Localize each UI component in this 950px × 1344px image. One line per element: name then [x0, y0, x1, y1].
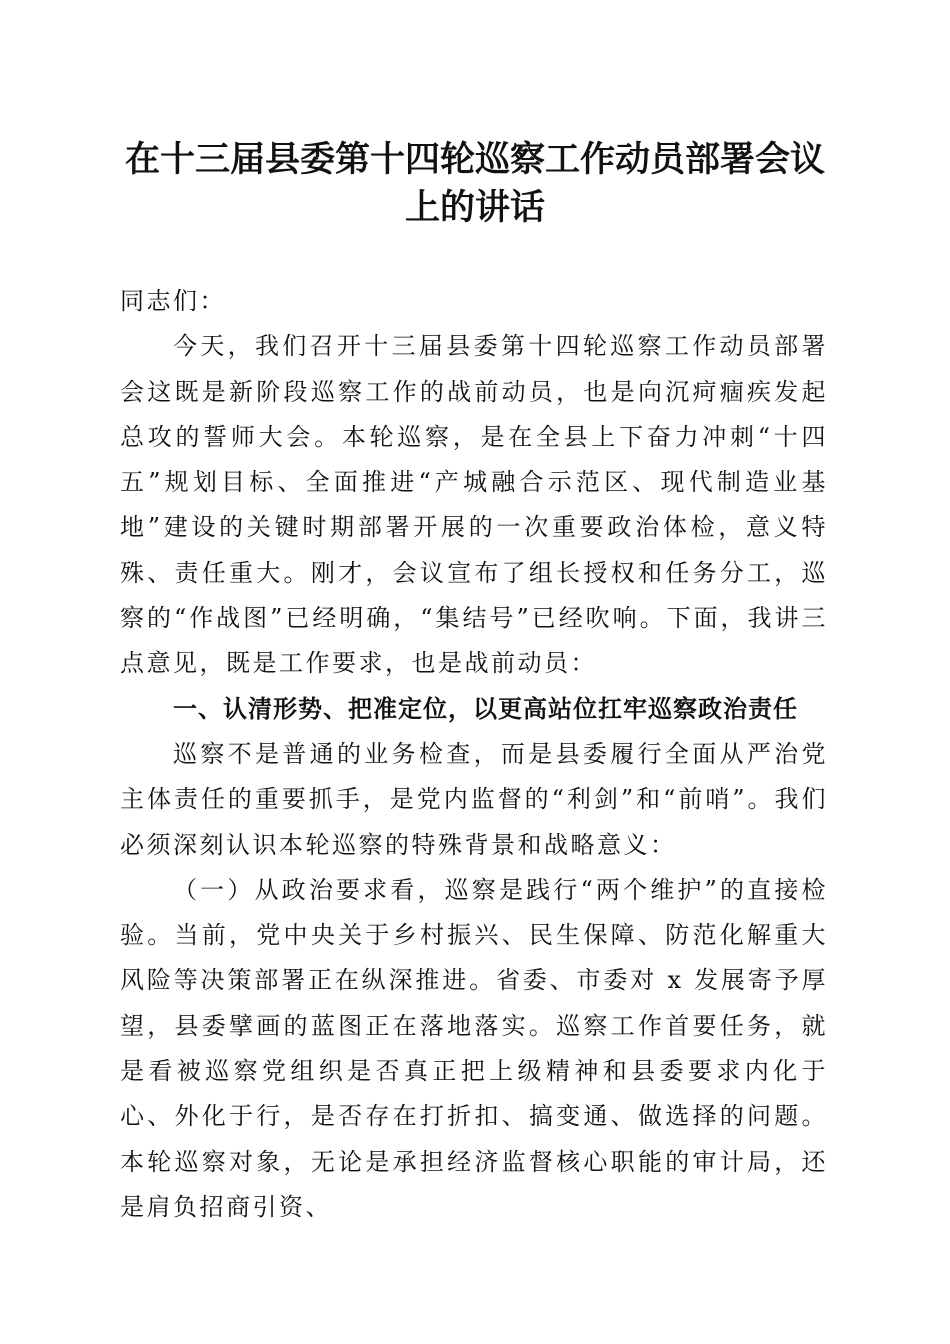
paragraph-subsection-1: （一）从政治要求看，巡察是践行“两个维护”的直接检验。当前，党中央关于乡村振兴、民生保障、防范化解重大风险等决策部署正在纵深推进。省委、市委对 x 发展寄予厚望，县委擘画的蓝图正在落地落实。巡察工作首要任务，就是看被巡察党组织是否真正把上级精神和县委要求内化于心、外化于行，是否存在打折扣、搞变通、做选择的问题。本轮巡察对象，无论是承担经济监督核心职能的审计局，还是肩负招商引资、 [120, 875, 828, 1221]
document-title [110, 136, 840, 232]
section-heading-1: 一、认清形势、把准定位，以更高站位扛牢巡察政治责任 [173, 694, 798, 723]
title-line-2: 上的讲话 [404, 187, 545, 228]
title-line-1: 在十三届县委第十四轮巡察工作动员部署会议 [124, 139, 825, 180]
paragraph-section1-intro: 巡察不是普通的业务检查，而是县委履行全面从严治党主体责任的重要抓手，是党内监督的“利剑”和“前哨”。我们必须深刻认识本轮巡察的特殊背景和战略意义： [120, 739, 828, 859]
salutation: 同志们： [120, 287, 226, 315]
paragraph-intro: 今天，我们召开十三届县委第十四轮巡察工作动员部署会这既是新阶段巡察工作的战前动员，也是向沉疴痼疾发起总攻的誓师大会。本轮巡察，是在全县上下奋力冲刺“十四五”规划目标、全面推进“产城融合示范区、现代制造业基地”建设的关键时期部署开展的一次重要政治体检，意义特殊、责任重大。刚才，会议宣布了组长授权和任务分工，巡察的“作战图”已经明确，“集结号”已经吹响。下面，我讲三点意见，既是工作要求，也是战前动员： [120, 332, 828, 678]
document-body [120, 279, 828, 1230]
